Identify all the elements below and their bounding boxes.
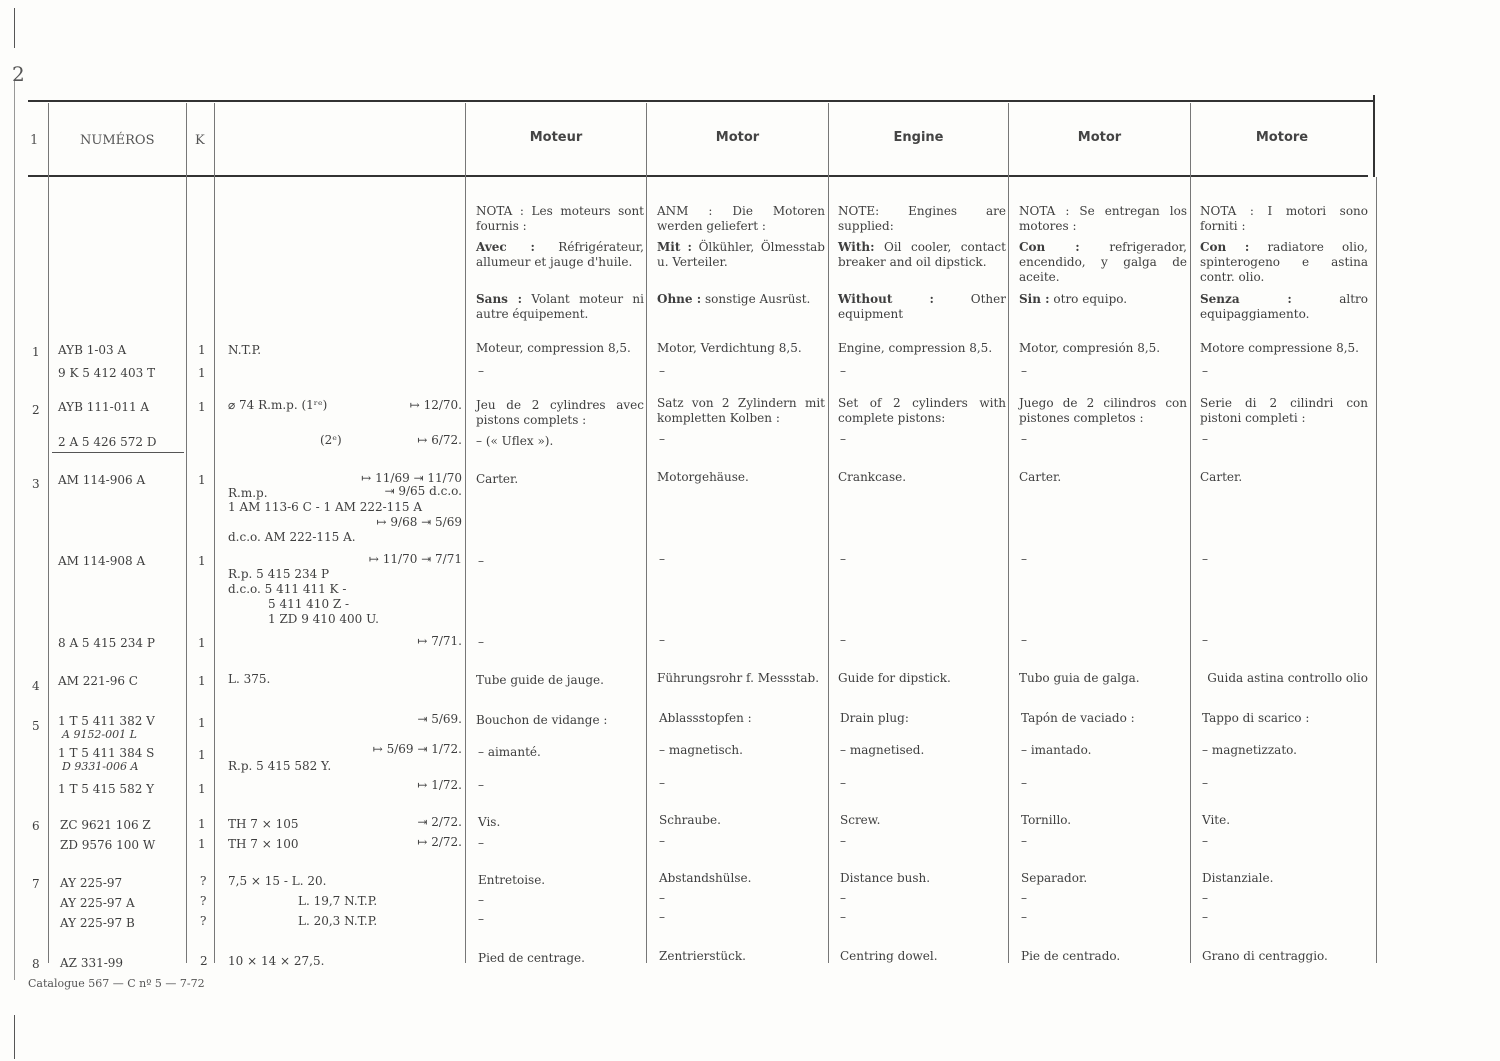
desc-es: – — [1021, 364, 1027, 378]
part-number: AM 114-908 A — [58, 554, 146, 568]
desc-es: – — [1021, 552, 1027, 566]
page-number: 2 — [12, 62, 25, 86]
desc-de: – — [659, 364, 665, 378]
qty-k: 1 — [198, 716, 206, 730]
desc-en: Drain plug: — [840, 711, 909, 725]
col-line-numbers — [186, 103, 187, 963]
qty-k: ? — [200, 894, 207, 908]
part-date: ↦ 1/72. — [417, 778, 462, 792]
note-without-de — [657, 292, 825, 307]
col-line-lang-4 — [1190, 103, 1191, 963]
desc-es: Tapón de vaciado : — [1021, 711, 1135, 725]
note-es: NOTA : Se entregan los motores : — [1019, 204, 1187, 233]
desc-it: Carter. — [1200, 470, 1243, 484]
desc-en: Guide for dipstick. — [838, 671, 951, 685]
desc-en: – — [840, 776, 846, 790]
with-label: Avec : — [476, 240, 535, 254]
desc-it: – — [1202, 910, 1208, 924]
carter-908-line: d.c.o. 5 411 411 K - — [228, 582, 347, 596]
with-text: Ölkühler, Ölmesstab u. Verteiler. — [657, 240, 825, 269]
desc-it: Motore compressione 8,5. — [1200, 341, 1359, 355]
desc-es: Juego de 2 cilindros con pistones completos : — [1019, 396, 1187, 425]
part-desc: (2ᵉ) — [320, 433, 342, 447]
part-number: 1 T 5 411 382 V — [58, 714, 155, 728]
group-index: 5 — [32, 719, 40, 733]
plug-replacement: R.p. 5 415 582 Y. — [228, 759, 332, 773]
binder-mark-top — [14, 8, 25, 48]
qty-k: 1 — [198, 817, 206, 831]
qty-k: 1 — [198, 636, 206, 650]
sub-reference: A 9152-001 L — [62, 728, 137, 741]
desc-de: – — [659, 432, 665, 446]
desc-de: – — [659, 834, 665, 848]
part-date: ↦ 7/71. — [417, 634, 462, 648]
desc-en: – — [840, 633, 846, 647]
note-with-it — [1200, 240, 1368, 285]
col-line-lang-2 — [828, 103, 829, 963]
group-index: 4 — [32, 679, 40, 693]
desc-fr: – — [478, 778, 484, 792]
group-index: 7 — [32, 877, 40, 891]
desc-fr: – — [478, 635, 484, 649]
without-text: sonstige Ausrüst. — [704, 292, 811, 306]
group-index: 1 — [32, 345, 40, 359]
desc-it: Guida astina controllo olio — [1207, 671, 1368, 685]
desc-en: – — [840, 910, 846, 924]
part-date: ↦ 6/72. — [417, 433, 462, 447]
carter-908-line: 5 411 410 Z - — [268, 597, 350, 611]
binder-mark-left — [14, 80, 25, 980]
part-desc: TH 7 × 105 — [228, 817, 299, 831]
carter-906-line: R.m.p. — [228, 486, 268, 500]
qty-k: ? — [200, 874, 207, 888]
group-2-underline — [52, 452, 184, 453]
desc-de: Motor, Verdichtung 8,5. — [657, 341, 802, 355]
part-number: AZ 331-99 — [60, 956, 124, 970]
part-desc: 7,5 × 15 - L. 20. — [228, 874, 327, 888]
header-index: 1 — [30, 133, 39, 148]
qty-k: 1 — [198, 674, 206, 688]
desc-it: – — [1202, 891, 1208, 905]
part-number: AYB 111-011 A — [58, 400, 150, 414]
part-number: 8 A 5 415 234 P — [58, 636, 155, 650]
desc-fr: – — [478, 554, 484, 568]
carter-908-line: R.p. 5 415 234 P — [228, 567, 330, 581]
desc-it: – — [1202, 432, 1208, 446]
part-desc: ↦ 5/69 ⇥ 1/72. — [372, 742, 462, 756]
qty-k: 1 — [198, 400, 206, 414]
desc-de: – magnetisch. — [659, 743, 743, 757]
group-index: 3 — [32, 477, 40, 491]
part-desc: TH 7 × 100 — [228, 837, 299, 851]
desc-de: Motorgehäuse. — [657, 470, 749, 484]
with-text: Réfrigérateur, allumeur et jauge d'huile. — [476, 240, 644, 269]
without-label: Without : — [838, 292, 934, 306]
note-de: ANM : Die Motoren werden geliefert : — [657, 204, 825, 233]
with-text: refrigerador, encendido, y galga de aceite. — [1019, 240, 1187, 284]
desc-en: – — [840, 432, 846, 446]
desc-fr: Moteur, compression 8,5. — [476, 341, 631, 355]
part-number: 1 T 5 415 582 Y — [58, 782, 155, 796]
note-without-es — [1019, 292, 1187, 307]
with-label: Con : — [1200, 240, 1250, 254]
desc-de: Ablassstopfen : — [659, 711, 752, 725]
desc-es: – — [1021, 834, 1027, 848]
binder-mark-bottom — [14, 1015, 25, 1059]
qty-k: 1 — [198, 343, 206, 357]
desc-en: – — [840, 834, 846, 848]
desc-en: Crankcase. — [838, 470, 907, 484]
without-text: altro equipaggiamento. — [1200, 292, 1368, 321]
with-label: Con : — [1019, 240, 1080, 254]
header-lang-fr: Moteur — [529, 130, 583, 145]
desc-es: Tubo guia de galga. — [1019, 671, 1140, 685]
qty-k: 1 — [198, 748, 206, 762]
desc-fr: Vis. — [478, 815, 501, 829]
note-fr: NOTA : Les moteurs sont fournis : — [476, 204, 644, 233]
with-label: With: — [838, 240, 875, 254]
desc-en: – magnetised. — [840, 743, 925, 757]
desc-fr: Entretoise. — [478, 873, 546, 887]
part-desc: ⌀ 74 R.m.p. (1ʳᵉ) — [228, 398, 328, 412]
note-without-it — [1200, 292, 1368, 322]
qty-k: 1 — [198, 366, 206, 380]
group-index: 8 — [32, 957, 40, 971]
col-line-k — [214, 103, 215, 963]
part-number: AY 225-97 B — [60, 916, 135, 930]
part-date: ⇥ 5/69. — [417, 712, 462, 726]
desc-es: Motor, compresión 8,5. — [1019, 341, 1161, 355]
desc-fr: Tube guide de jauge. — [476, 673, 604, 687]
desc-fr: Jeu de 2 cylindres avec pistons complets : — [476, 398, 644, 427]
desc-de: – — [659, 910, 665, 924]
qty-k: 1 — [198, 554, 206, 568]
desc-en: – — [840, 364, 846, 378]
with-label: Mit : — [657, 240, 692, 254]
header-lang-de: Motor — [715, 130, 760, 145]
without-label: Ohne : — [657, 292, 702, 306]
with-text: Oil cooler, contact breaker and oil dipstick. — [838, 240, 1006, 269]
note-it: NOTA : I motori sono forniti : — [1200, 204, 1368, 233]
desc-it: Tappo di scarico : — [1202, 711, 1310, 725]
group-index: 6 — [32, 819, 40, 833]
desc-es: – — [1021, 891, 1027, 905]
desc-en: Engine, compression 8,5. — [838, 341, 993, 355]
part-desc: L. 375. — [228, 672, 271, 686]
header-k: K — [195, 133, 205, 148]
col-line-lang-3 — [1008, 103, 1009, 963]
part-number: AYB 1-03 A — [58, 343, 127, 357]
desc-de: Satz von 2 Zylindern mit kompletten Kolben : — [657, 396, 825, 425]
note-en: NOTE: Engines are supplied: — [838, 204, 1006, 233]
qty-k: 1 — [198, 837, 206, 851]
header-lang-en: Engine — [893, 130, 944, 145]
desc-fr: – — [478, 912, 484, 926]
desc-es: – — [1021, 776, 1027, 790]
without-label: Sans : — [476, 292, 523, 306]
note-with-en — [838, 240, 1006, 270]
part-desc: L. 19,7 N.T.P. — [298, 894, 378, 908]
header-numbers: NUMÉROS — [80, 133, 155, 148]
carter-906-line: ↦ 9/68 ⇥ 5/69 — [376, 515, 462, 529]
sub-reference: D 9331-006 A — [62, 760, 139, 773]
without-text: otro equipo. — [1053, 292, 1128, 306]
desc-fr: – — [478, 836, 484, 850]
desc-fr: – aimanté. — [478, 745, 541, 759]
desc-es: Separador. — [1021, 871, 1088, 885]
carter-906-line: 1 AM 113-6 C - 1 AM 222-115 A — [228, 500, 423, 514]
part-number: AY 225-97 A — [60, 896, 135, 910]
part-desc: L. 20,3 N.T.P. — [298, 914, 378, 928]
header-lang-es: Motor — [1077, 130, 1122, 145]
desc-it: Grano di centraggio. — [1202, 949, 1328, 963]
part-desc: ↦ 11/69 ⇥ 11/70 — [361, 471, 462, 485]
desc-it: Distanziale. — [1202, 871, 1274, 885]
part-date: ↦ 2/72. — [417, 835, 462, 849]
desc-it: – magnetizzato. — [1202, 743, 1297, 757]
desc-fr: Bouchon de vidange : — [476, 713, 608, 727]
desc-fr: – — [478, 364, 484, 378]
desc-it: – — [1202, 364, 1208, 378]
qty-k: 1 — [198, 782, 206, 796]
part-desc: ↦ 11/70 ⇥ 7/71 — [368, 552, 462, 566]
col-line-desc — [465, 103, 466, 963]
note-without-en — [838, 292, 1006, 322]
desc-es: Carter. — [1019, 470, 1062, 484]
header-lang-it: Motore — [1255, 130, 1309, 145]
part-number: AM 221-96 C — [58, 674, 138, 688]
col-line-index — [48, 103, 49, 963]
part-number: 1 T 5 411 384 S — [58, 746, 155, 760]
desc-de: – — [659, 776, 665, 790]
desc-de: – — [659, 552, 665, 566]
desc-it: – — [1202, 776, 1208, 790]
note-without-fr — [476, 292, 644, 322]
right-border — [1373, 95, 1375, 177]
desc-es: – — [1021, 432, 1027, 446]
desc-en: – — [840, 552, 846, 566]
desc-en: Centring dowel. — [840, 949, 938, 963]
part-date: ↦ 12/70. — [409, 398, 462, 412]
carter-906-line: d.c.o. AM 222-115 A. — [228, 530, 356, 544]
desc-de: – — [659, 891, 665, 905]
col-line-lang-1 — [646, 103, 647, 963]
carter-906-line: ⇥ 9/65 d.c.o. — [384, 484, 462, 498]
desc-de: Führungsrohr f. Messstab. — [657, 671, 820, 685]
note-with-fr — [476, 240, 644, 270]
desc-es: Tornillo. — [1021, 813, 1072, 827]
desc-it: – — [1202, 633, 1208, 647]
part-date: ⇥ 2/72. — [417, 815, 462, 829]
desc-en: Distance bush. — [840, 871, 931, 885]
desc-fr: – (« Uflex »). — [476, 434, 554, 448]
part-number: ZC 9621 106 Z — [60, 818, 151, 832]
desc-de: – — [659, 633, 665, 647]
catalogue-footer: Catalogue 567 — C nº 5 — 7-72 — [28, 977, 205, 990]
desc-es: – imantado. — [1021, 743, 1092, 757]
header-bottom-rule — [28, 175, 1368, 177]
desc-it: Serie di 2 cilindri con pistoni completi : — [1200, 396, 1368, 425]
desc-en: – — [840, 891, 846, 905]
note-with-de — [657, 240, 825, 270]
desc-it: – — [1202, 552, 1208, 566]
without-label: Senza : — [1200, 292, 1292, 306]
desc-de: Schraube. — [659, 813, 721, 827]
desc-it: Vite. — [1202, 813, 1231, 827]
with-text: radiatore olio, spinterogeno e astina contr. olio. — [1200, 240, 1368, 284]
without-label: Sin : — [1019, 292, 1050, 306]
top-rule — [28, 100, 1374, 102]
qty-k: ? — [200, 914, 207, 928]
desc-es: Pie de centrado. — [1021, 949, 1121, 963]
desc-it: – — [1202, 834, 1208, 848]
part-number: ZD 9576 100 W — [60, 838, 156, 852]
part-desc: 10 × 14 × 27,5. — [228, 954, 325, 968]
part-number: 2 A 5 426 572 D — [58, 435, 157, 449]
desc-de: Abstandshülse. — [659, 871, 752, 885]
part-number: AM 114-906 A — [58, 473, 146, 487]
part-number: AY 225-97 — [60, 876, 123, 890]
desc-en: Screw. — [840, 813, 881, 827]
desc-fr: – — [478, 893, 484, 907]
carter-908-line: 1 ZD 9 410 400 U. — [268, 612, 379, 626]
group-index: 2 — [32, 403, 40, 417]
note-with-es — [1019, 240, 1187, 285]
desc-es: – — [1021, 633, 1027, 647]
without-text: Other equipment — [838, 292, 1006, 321]
desc-de: Zentrierstück. — [659, 949, 746, 963]
desc-en: Set of 2 cylinders with complete pistons: — [838, 396, 1006, 425]
qty-k: 1 — [198, 473, 206, 487]
desc-fr: Carter. — [476, 472, 519, 486]
col-line-right — [1376, 177, 1377, 963]
desc-fr: Pied de centrage. — [478, 951, 585, 965]
part-desc: N.T.P. — [228, 343, 262, 357]
desc-es: – — [1021, 910, 1027, 924]
without-text: Volant moteur ni autre équipement. — [476, 292, 644, 321]
part-number: 9 K 5 412 403 T — [58, 366, 156, 380]
qty-k: 2 — [200, 954, 208, 968]
